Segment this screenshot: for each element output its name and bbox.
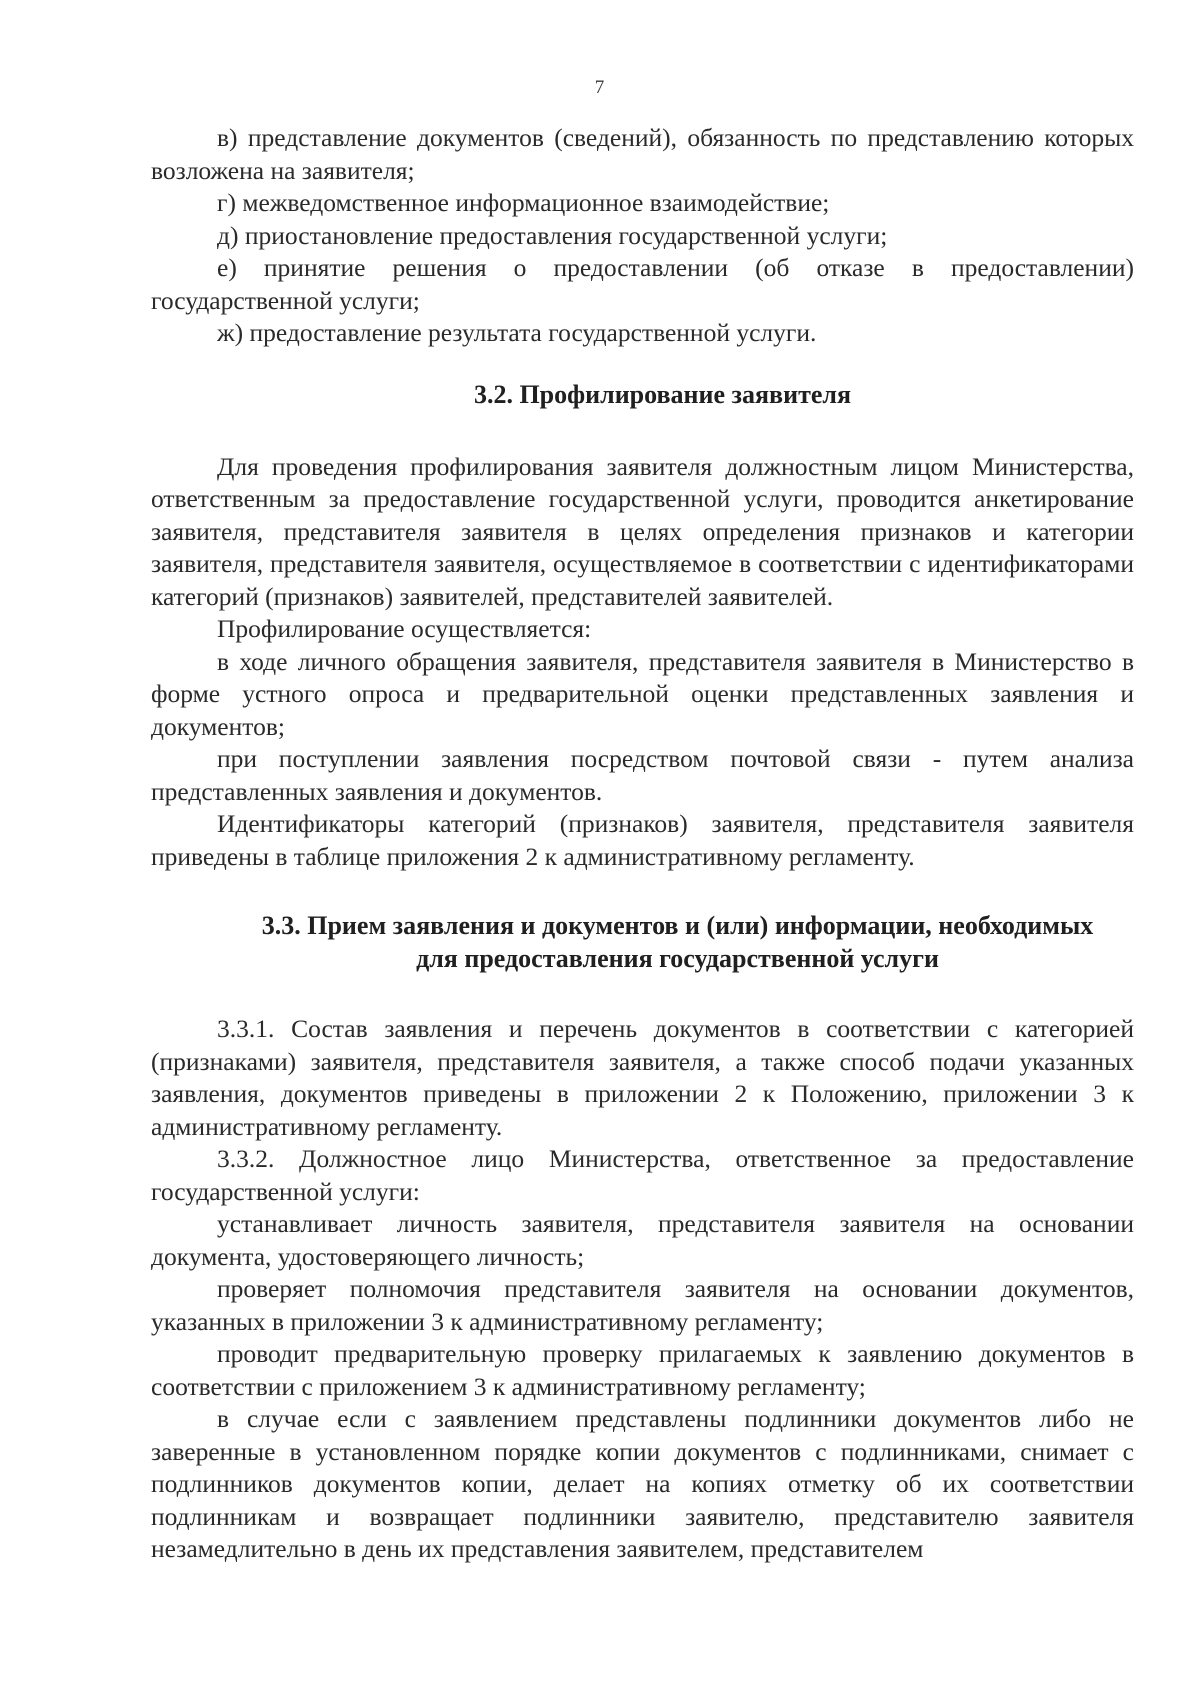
paragraph: 3.3.2. Должностное лицо Министерства, ответственное за предоставление государственной услуги: (151, 1144, 1134, 1206)
paragraph: Профилирование осуществляется: (217, 614, 592, 643)
list-item: е) принятие решения о предоставлении (об отказе в предоставлении) государственной услуги; (151, 253, 1134, 315)
paragraph: устанавливает личность заявителя, представителя заявителя на основании документа, удостоверяющего личность; (151, 1209, 1134, 1271)
list-item: г) межведомственное информационное взаимодействие; (217, 188, 830, 217)
paragraph: 3.3.1. Состав заявления и перечень документов в соответствии с категорией (признаками) заявителя, представителя заявителя, а также способ подачи указанных заявления, документов приведены в приложении 2 к Положению, приложении 3 к административному регламенту. (151, 1014, 1134, 1141)
section-heading-3-2: 3.2. Профилирование заявителя (473, 379, 852, 409)
page-number: 7 (594, 77, 605, 98)
intro-list (151, 122, 1134, 350)
paragraph: Для проведения профилирования заявителя должностным лицом Министерства, ответственным за предоставление государственной услуги, проводится анкетирование заявителя, представителя заявителя в целях определения признаков и категории заявителя, представителя заявителя, осуществляемое в соответствии с идентификаторами категорий (признаков) заявителей, представителей заявителей. (151, 451, 1134, 611)
heading-line: для предоставления государственной услуги (416, 944, 939, 973)
paragraph: при поступлении заявления посредством почтовой связи - путем анализа представленных заявления и документов. (151, 744, 1134, 806)
list-item: в) представление документов (сведений), обязанность по представлению которых возложена на заявителя; (151, 123, 1134, 185)
paragraph: в случае если с заявлением представлены подлинники документов либо не заверенные в установленном порядке копии документов с подлинниками, снимает с подлинников документов копии, делает на копиях отметку об их соответствии подлинникам и возвращает подлинники заявителю, представителю заявителя незамедлительно в день их представления заявителем, представителем (151, 1404, 1134, 1563)
paragraph: Идентификаторы категорий (признаков) заявителя, представителя заявителя приведены в таблице приложения 2 к административному регламенту. (151, 809, 1134, 871)
paragraph: проводит предварительную проверку прилагаемых к заявлению документов в соответствии с приложением 3 к административному регламенту; (151, 1339, 1134, 1401)
heading-line: 3.3. Прием заявления и документов и (или) информации, необходимых (261, 911, 1094, 940)
section-3-3-body (151, 1013, 1134, 1566)
paragraph: проверяет полномочия представителя заявителя на основании документов, указанных в приложении 3 к административному регламенту; (151, 1274, 1134, 1336)
paragraph: в ходе личного обращения заявителя, представителя заявителя в Министерство в форме устного опроса и предварительной оценки представленных заявления и документов; (151, 646, 1134, 741)
list-item: д) приостановление предоставления государственной услуги; (217, 220, 888, 250)
section-heading-3-3 (151, 909, 1134, 975)
list-item: ж) предоставление результата государственной услуги. (217, 318, 817, 347)
section-3-2-body (151, 451, 1134, 874)
